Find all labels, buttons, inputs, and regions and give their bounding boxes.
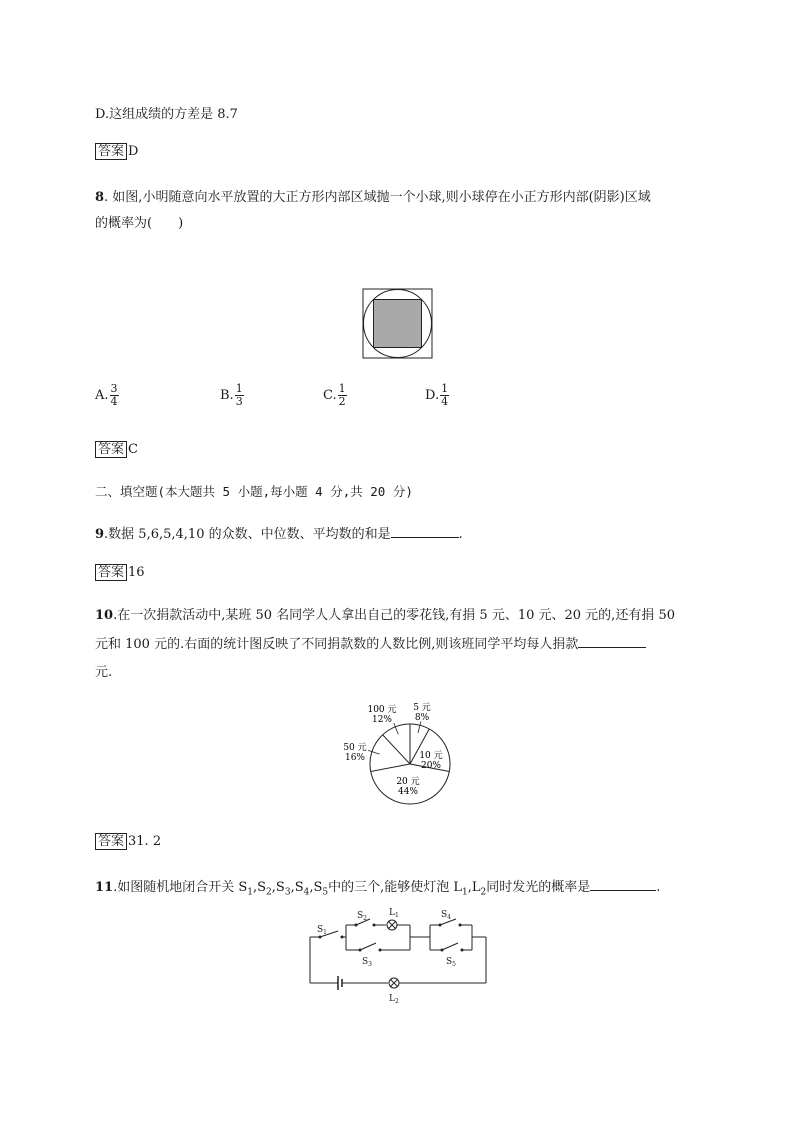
section-2-title: 二、填空题(本大题共 5 小题,每小题 4 分,共 20 分) — [95, 484, 413, 499]
q11-end: . — [656, 880, 661, 895]
q9-number: 9 — [95, 527, 105, 542]
q11-body: 中的三个,能够使灯泡 L — [328, 880, 463, 895]
q7-answer-row — [95, 143, 138, 160]
q8-option-b — [220, 383, 244, 408]
switch-contact — [359, 949, 362, 952]
switch-contact — [379, 949, 382, 952]
label-l1: $L_1$ — [389, 908, 399, 919]
q8-square-figure — [362, 288, 434, 360]
option-a-label: A. — [95, 388, 109, 403]
fraction-denominator: 4 — [441, 395, 449, 408]
pie-percent-label: 12% — [371, 715, 393, 725]
option-b-label: B. — [220, 388, 234, 403]
option-b-fraction — [235, 383, 244, 408]
q10-pie-chart — [300, 690, 500, 820]
q8-option-d — [425, 383, 449, 408]
label-s5: $S_5$ — [446, 957, 456, 968]
q7-option-d: D.这组成绩的方差是 8.7 — [95, 107, 238, 122]
pie-category-label: 50 元 — [343, 743, 367, 753]
q7-answer-value: D — [128, 144, 139, 159]
switch-contact — [439, 924, 442, 927]
option-d-fraction — [440, 383, 449, 408]
label-l2: $L_2$ — [389, 994, 399, 1005]
pie-percent-label: 16% — [344, 753, 366, 763]
label-s1: $S_1$ — [317, 925, 327, 936]
pie-percent-label: 8% — [414, 713, 430, 723]
q10-answer-blank — [578, 635, 646, 648]
switch-contact — [459, 924, 462, 927]
label-s2: $S_2$ — [357, 911, 367, 922]
switch-contact — [441, 949, 444, 952]
answer-label: 答案 — [95, 143, 127, 160]
switch-contact — [461, 949, 464, 952]
fraction-denominator: 3 — [235, 395, 243, 408]
option-a-fraction — [110, 383, 119, 408]
fraction-denominator: 4 — [110, 395, 118, 408]
q11-body: ,S — [271, 880, 285, 895]
pie-category-label: 5 元 — [413, 703, 431, 713]
q11-circuit-diagram — [300, 905, 500, 1010]
pie-percent-label: 44% — [397, 787, 419, 797]
q11-body: ,S — [290, 880, 304, 895]
q8-option-a — [95, 383, 119, 408]
option-d-label: D. — [425, 388, 440, 403]
q11-answer-blank — [590, 878, 656, 891]
pie-category-label: 100 元 — [367, 705, 397, 715]
option-c-label: C. — [323, 388, 337, 403]
q10-number: 10 — [95, 608, 114, 623]
q8-text-1: . 如图,小明随意向水平放置的大正方形内部区域抛一个小球,则小球停在小正方形内部(阴影)区域 — [104, 190, 651, 205]
q11-number: 11 — [95, 880, 114, 895]
pie-percent-label: 20% — [420, 761, 442, 771]
q11-body: ,L — [467, 880, 481, 895]
switch-contact — [373, 924, 376, 927]
fraction-denominator: 2 — [338, 395, 346, 408]
q11-body: ,S — [309, 880, 323, 895]
q11-sub: 5 — [322, 887, 329, 898]
answer-label: 答案 — [95, 441, 127, 458]
q11-body: 同时发光的概率是 — [486, 880, 591, 895]
switch-s3-blade — [360, 943, 376, 950]
option-c-fraction — [338, 383, 347, 408]
answer-label: 答案 — [95, 833, 127, 850]
q9-end: . — [458, 527, 463, 542]
q8-option-c — [323, 383, 347, 408]
q10-body-1: .在一次捐款活动中,某班 50 名同学人人拿出自己的零花钱,有捐 5 元、10 元、20 元的,还有捐 50 — [113, 608, 675, 623]
q9-text — [95, 523, 463, 542]
q10-text-line3: 元. — [95, 665, 113, 680]
q8-number: 8 — [95, 190, 105, 205]
switch-contact — [319, 936, 322, 939]
label-s3: $S_3$ — [362, 957, 372, 968]
q9-answer-value: 16 — [128, 565, 145, 580]
q10-text-line1 — [95, 604, 675, 623]
label-s4: $S_4$ — [441, 910, 451, 921]
q11-sub: 3 — [284, 887, 291, 898]
q11-sub: 1 — [462, 887, 468, 898]
switch-contact — [355, 924, 358, 927]
q9-answer-blank — [391, 525, 459, 538]
pie-category-label: 20 元 — [396, 777, 420, 787]
q11-sub: 2 — [480, 887, 487, 898]
q8-text-line2: 的概率为( ) — [95, 216, 184, 231]
fraction-numerator: 1 — [441, 382, 449, 395]
q10-body-2: 元和 100 元的.右面的统计图反映了不同捐款数的人数比例,则该班同学平均每人捐款 — [95, 637, 579, 652]
shaded-inner-square — [374, 300, 422, 348]
q8-text-line1 — [95, 186, 651, 205]
q10-answer-row — [95, 833, 161, 850]
q11-sub: 1 — [247, 887, 253, 898]
q11-text — [95, 876, 660, 898]
q9-body: .数据 5,6,5,4,10 的众数、中位数、平均数的和是 — [104, 527, 391, 542]
q10-text-line2 — [95, 633, 646, 652]
switch-contact — [341, 936, 344, 939]
q8-answer-row — [95, 441, 138, 458]
fraction-numerator: 1 — [235, 382, 243, 395]
switch-s5-blade — [442, 943, 458, 950]
answer-label: 答案 — [95, 564, 127, 581]
fraction-numerator: 3 — [110, 382, 118, 395]
pie-category-label: 10 元 — [419, 751, 443, 761]
q8-answer-value: C — [128, 442, 138, 457]
q11-body-1: .如图随机地闭合开关 S — [113, 880, 248, 895]
q11-sub: 2 — [266, 887, 272, 898]
q9-answer-row — [95, 564, 145, 581]
fraction-numerator: 1 — [338, 382, 346, 395]
q10-answer-value: 31. 2 — [128, 834, 162, 849]
q11-body: ,S — [253, 880, 267, 895]
q11-sub: 4 — [303, 887, 310, 898]
